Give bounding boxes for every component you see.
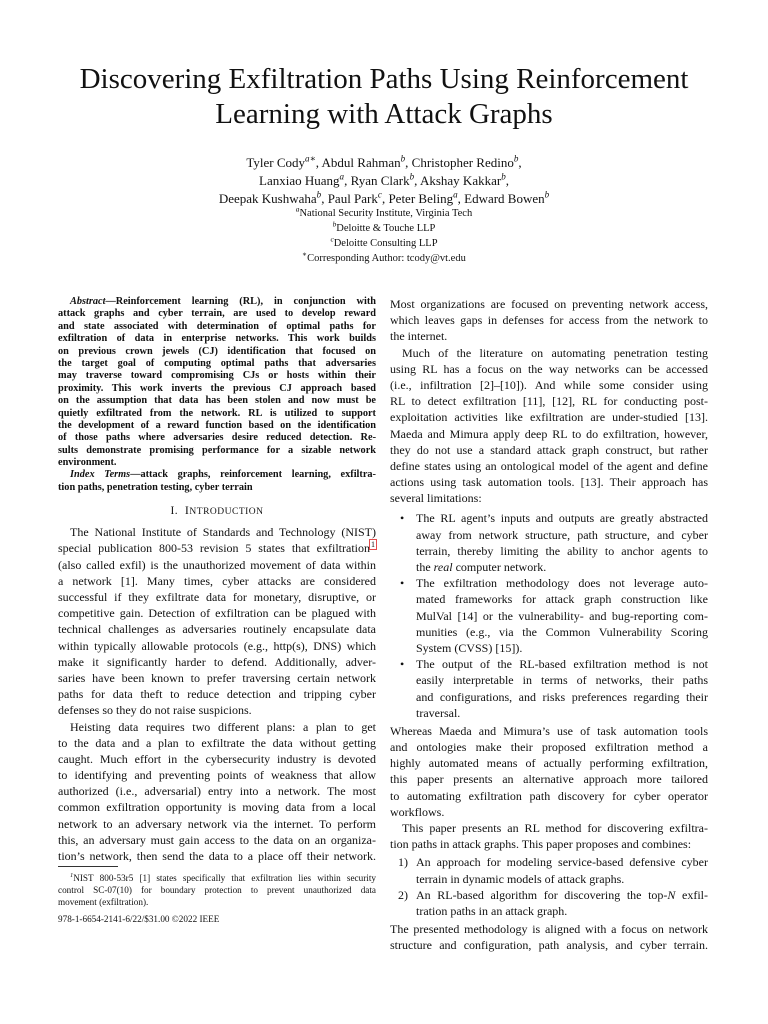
footnote-line: control SC-07(10) for boundary protection to prevent unauthorized data: [58, 885, 376, 895]
text-line: workflows.: [390, 804, 445, 819]
text-line: highly automated means of actually performing exfiltration,: [390, 756, 708, 771]
text-line: Whereas Maeda and Mimura’s use of task automation tools: [390, 723, 708, 738]
text-line: network to an adversary network via the internet. To perform: [58, 816, 376, 831]
text-line: caught. Much effort in the cybersecurity industry is devoted: [58, 751, 376, 766]
text-line: • The RL agent’s inputs and outputs are greatly abstracted: [416, 511, 708, 526]
text-line: this paper presents an alternative approach more tailored: [390, 772, 708, 787]
list-number: 2): [398, 887, 408, 902]
left-column: [58, 296, 376, 864]
title-line: Discovering Exfiltration Paths Using Reinforcement: [79, 63, 689, 95]
text-line: An RL-based algorithm for discovering the top-N exfil-: [416, 887, 708, 902]
text-line: (also called exfil) is the unauthorized movement of data within: [58, 557, 376, 572]
text-line: structure and configuration, path analysis, and cyber terrain.: [390, 938, 708, 953]
intro-paragraph-1: [58, 524, 376, 718]
abstract-line: may traverse toward compromising CJs or hosts within their: [58, 370, 376, 382]
corresponding-author: ∗Corresponding Author: tcody@vt.edu: [302, 249, 466, 264]
right-paragraph-1: [390, 296, 708, 345]
abstract-line: the target goal of computing optimal paths that adversaries: [58, 357, 376, 369]
footnote-divider: [58, 866, 118, 867]
text-line: authorized (i.e., adversarial) entry into a network. The most: [58, 784, 376, 799]
footnote-number: 1: [70, 871, 74, 879]
list-item: [390, 854, 708, 886]
text-line: this, an adversary must gain access to the data on an organiza-: [58, 832, 376, 847]
text-line: to automating exfiltration path discovery for cyber operator: [390, 788, 708, 803]
text-line: easily interpretable in terms of networks, their paths: [416, 673, 708, 688]
text-line: tration paths in an attack graph.: [416, 903, 568, 918]
list-item: [390, 656, 708, 721]
text-line: several limitations:: [390, 491, 482, 506]
text-line: saries have been known to prefer traversing certain network: [58, 670, 376, 685]
copyright-notice: 978-1-6654-2141-6/22/$31.00 ©2022 IEEE: [58, 914, 220, 924]
text-line: which leaves gaps in defenses for access from the network to: [390, 313, 708, 328]
text-line: The National Institute of Standards and Technology (NIST): [70, 525, 376, 540]
right-paragraph-4: [390, 820, 708, 852]
index-terms-label: Index Terms: [70, 469, 131, 481]
text-line: competitive gain. Detection of exfiltration can be plagued with: [58, 606, 376, 621]
abstract-line: of those paths where adversaries desire reduced detection. Re-: [58, 432, 376, 444]
abstract-line: sults demonstrate promising performance for a sizable network: [58, 444, 376, 456]
text-line: define states using an ontological model of the agent and define: [390, 458, 708, 473]
author-line: Lanxiao Huang$^a$, Ryan Clark$^b$, Akshay Kakkar$^b$,: [259, 171, 509, 188]
right-paragraph-2: [390, 345, 708, 507]
text-line: terrain, thereby limiting the ability to anchor agents to: [416, 543, 708, 558]
text-line: The presented methodology is aligned with a focus on network: [390, 922, 708, 937]
list-item: [390, 510, 708, 575]
affiliation: $^c$Deloitte Consulting LLP: [330, 234, 438, 249]
abstract-line: quietly exfiltrated from the network. RL is utilized to support: [58, 407, 376, 419]
text-line: using RL has a focus on the way networks can be accessed: [390, 361, 708, 376]
text-line: they do not use a standard attack graph construct, but rather: [390, 442, 708, 457]
abstract-line: and state associated with determination of optimal paths for: [58, 320, 376, 332]
abstract-line: exfiltration of data in enterprise networks. This work builds: [58, 333, 376, 345]
text-line: terrain in dynamic models of attack graphs.: [416, 871, 625, 886]
text-line: RL to detect exfiltration [11], [12], RL for conducting post-: [390, 394, 708, 409]
footnote-line: $^1$NIST 800-53r5 [1] states specifically that exfiltration lies within security: [70, 871, 376, 883]
intro-paragraph-2: [58, 719, 376, 865]
text-line: the real computer network.: [416, 560, 547, 574]
text-line: and configurations, and risks preferences regarding their: [416, 689, 708, 704]
text-line: successful if they exfiltrate data for monetary, disruptive, or: [58, 590, 376, 604]
abstract-label: Abstract: [70, 296, 106, 307]
text-line: within typically allowable protocols (e.g., http(s), DNS) which: [58, 638, 376, 653]
text-line: common exfiltration opportunity is moving data from a local: [58, 800, 376, 815]
title-line: Learning with Attack Graphs: [215, 98, 553, 130]
index-terms-line: Index Terms—attack graphs, reinforcement learning, exfiltra-: [70, 469, 376, 481]
list-number: 1): [398, 855, 408, 870]
author-list: [40, 154, 728, 208]
affiliations: [40, 206, 728, 266]
right-paragraph-3: [390, 723, 708, 820]
abstract-line: on the assumption that data has been stolen and now must be: [58, 395, 376, 407]
text-line: make it significantly harder to defend. Additionally, adver-: [58, 654, 376, 669]
section-heading: I. INTRODUCTION: [170, 503, 264, 518]
text-line: mated frameworks for attack graph construction like: [416, 592, 708, 607]
text-line: and ontologies make their proposed exfiltration method a: [390, 740, 708, 755]
text-line: • The exfiltration methodology does not leverage auto-: [416, 576, 708, 591]
abstract: [58, 296, 376, 494]
text-line: MulVal [14] or the vulnerability- and bug-reporting com-: [416, 608, 708, 623]
author-line: Tyler Cody$^{a∗}$, Abdul Rahman$^b$, Christopher Redino$^b$,: [246, 153, 522, 170]
text-line: Most organizations are focused on preventing network access,: [390, 297, 708, 311]
right-paragraph-5: [390, 921, 708, 953]
text-line: technical challenges as adversaries routinely encapsulate data: [58, 622, 376, 637]
author-line: Deepak Kushwaha$^b$, Paul Park$^c$, Peter Beling$^a$, Edward Bowen$^b$: [218, 189, 550, 206]
affiliation: $^b$Deloitte & Touche LLP: [332, 219, 436, 234]
text-line: paths for data theft to reduce detection and tripping cyber: [58, 687, 376, 702]
text-line: tion’s network, then send the data to a place off their network.: [58, 849, 376, 863]
text-line: munities (e.g., via the Common Vulnerability Scoring: [416, 624, 708, 639]
text-line: away from network structure, path structure, and cyber: [416, 527, 708, 542]
text-line: Much of the literature on automating penetration testing: [402, 345, 708, 360]
text-line: a network [1]. Many times, cyber attacks are considered: [58, 573, 376, 588]
limitations-list: [390, 510, 708, 720]
paper-title: [40, 62, 728, 132]
text-line: to the data and a plan to exfiltrate the data without getting: [58, 735, 376, 750]
list-item: [390, 575, 708, 656]
text-line: special publication 800-53 revision 5 states that exfiltration$^1$: [58, 540, 375, 556]
footnote: [58, 872, 376, 908]
footnote-line: movement (exfiltration).: [58, 897, 149, 907]
text-line: tion paths in attack graphs. This paper proposes and combines:: [390, 837, 692, 852]
abstract-line: proximity. This work inverts the previous CJ approach based: [58, 382, 376, 394]
abstract-line: attack graphs and cyber terrain, are used to develop reward: [58, 308, 376, 320]
affiliation: $^a$National Security Institute, Virginia Tech: [295, 204, 473, 219]
text-line: An approach for modeling service-based defensive cyber: [416, 855, 708, 870]
abstract-line: Abstract—Reinforcement learning (RL), in conjunction with: [70, 296, 376, 307]
index-terms-line: tion paths, penetration testing, cyber terrain: [58, 481, 253, 493]
text-line: Maeda and Mimura apply deep RL to do exfiltration, however,: [390, 426, 708, 441]
abstract-line: environment.: [58, 457, 117, 469]
list-item: [390, 887, 708, 919]
text-line: Heisting data requires two different plans: a plan to get: [70, 719, 376, 734]
text-line: exploitation activities like exfiltration are under-studied [13].: [390, 410, 708, 425]
text-line: This paper presents an RL method for discovering exfiltra-: [402, 821, 708, 835]
text-line: actions using task automation tools. [13]. Their approach has: [390, 475, 708, 490]
text-line: System (CVSS) [15]).: [416, 640, 523, 655]
text-line: defenses so they do not raise suspicions.: [58, 703, 252, 718]
abstract-line: the development of a reward function based on the identification: [58, 419, 376, 431]
abstract-line: on previous crown jewels (CJ) identification that focused on: [58, 345, 376, 357]
text-line: (i.e., infiltration [2]–[10]). And while some consider using: [390, 377, 708, 392]
text-line: traversal.: [416, 705, 461, 720]
contributions-list: [390, 854, 708, 919]
footnote-mark[interactable]: 1: [371, 540, 375, 550]
right-column: [390, 296, 708, 954]
text-line: the internet.: [390, 329, 448, 344]
text-line: • The output of the RL-based exfiltration method is not: [416, 657, 708, 672]
text-line: to identifying and preventing points of weakness that allow: [58, 768, 376, 783]
